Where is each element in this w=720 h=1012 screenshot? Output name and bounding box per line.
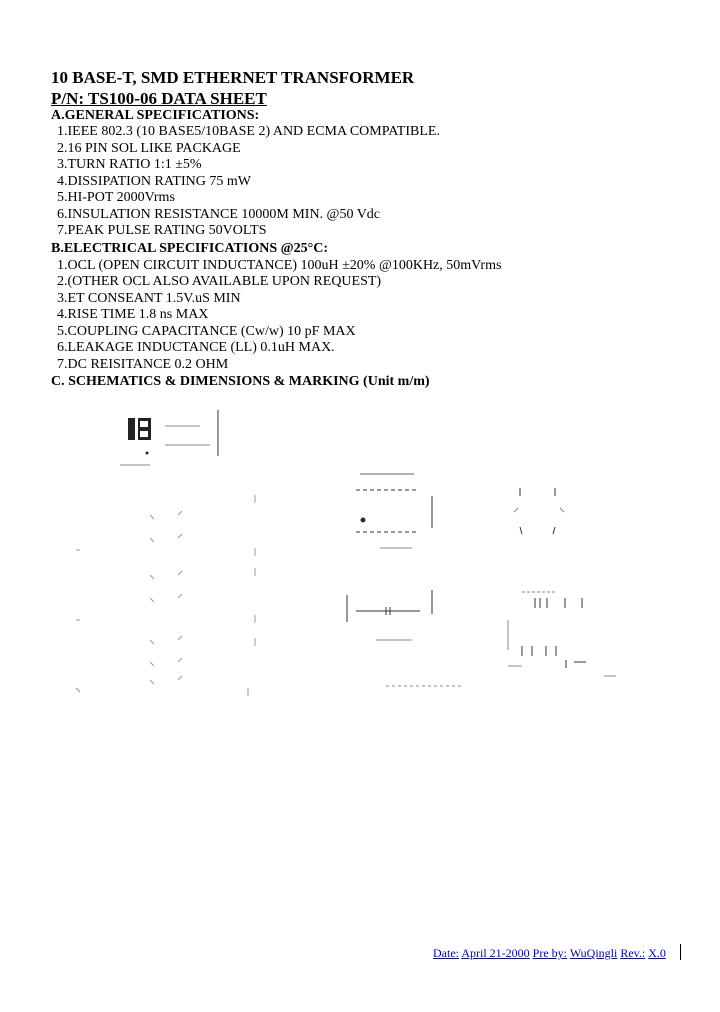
electrical-spec-item: 2.(OTHER OCL ALSO AVAILABLE UPON REQUEST) (57, 274, 382, 289)
prepared-by-label: Pre by: (532, 946, 568, 960)
footer-divider (680, 944, 681, 960)
pad-layout (508, 592, 616, 676)
revision-value: X.0 (648, 946, 666, 960)
general-spec-item: 1.IEEE 802.3 (10 BASE5/10BASE 2) AND ECMA COMPATIBLE. (57, 124, 440, 139)
general-spec-item: 3.TURN RATIO 1:1 ±5% (57, 157, 202, 172)
general-spec-item: 7.PEAK PULSE RATING 50VOLTS (57, 223, 267, 238)
general-spec-item: 5.HI-POT 2000Vrms (57, 190, 175, 205)
side-view (514, 488, 564, 534)
part-number-heading: P/N: TS100-06 DATA SHEET (51, 89, 267, 108)
date-label: Date: (433, 946, 459, 960)
top-view (356, 474, 432, 548)
general-spec-item: 4.DISSIPATION RATING 75 mW (57, 174, 251, 189)
general-spec-item: 6.INSULATION RESISTANCE 10000M MIN. @50 Vdc (57, 207, 381, 222)
electrical-spec-item: 7.DC REISITANCE 0.2 OHM (57, 357, 229, 372)
marking-logo (128, 410, 218, 456)
date-value: April 21-2000 (461, 946, 530, 960)
schematics-heading: C. SCHEMATICS & DIMENSIONS & MARKING (Unit m/m) (51, 374, 430, 389)
revision-label: Rev.: (620, 946, 646, 960)
general-spec-item: 2.16 PIN SOL LIKE PACKAGE (57, 141, 241, 156)
electrical-spec-item: 3.ET CONSEANT 1.5V.uS MIN (57, 291, 241, 306)
electrical-spec-item: 5.COUPLING CAPACITANCE (Cw/w) 10 pF MAX (57, 324, 356, 339)
general-specs-heading: A.GENERAL SPECIFICATIONS: (51, 108, 260, 123)
document-footer (433, 946, 666, 961)
electrical-spec-item: 4.RISE TIME 1.8 ns MAX (57, 307, 209, 322)
electrical-spec-item: 1.OCL (OPEN CIRCUIT INDUCTANCE) 100uH ±20% @100KHz, 50mVrms (57, 258, 502, 273)
prepared-by-value: WuQingli (569, 946, 618, 960)
front-view (347, 590, 462, 686)
document-title: 10 BASE-T, SMD ETHERNET TRANSFORMER (51, 68, 415, 87)
electrical-specs-heading: B.ELECTRICAL SPECIFICATIONS @25°C: (51, 241, 329, 256)
winding-schematic (76, 495, 255, 696)
electrical-spec-item: 6.LEAKAGE INDUCTANCE (LL) 0.1uH MAX. (57, 340, 335, 355)
